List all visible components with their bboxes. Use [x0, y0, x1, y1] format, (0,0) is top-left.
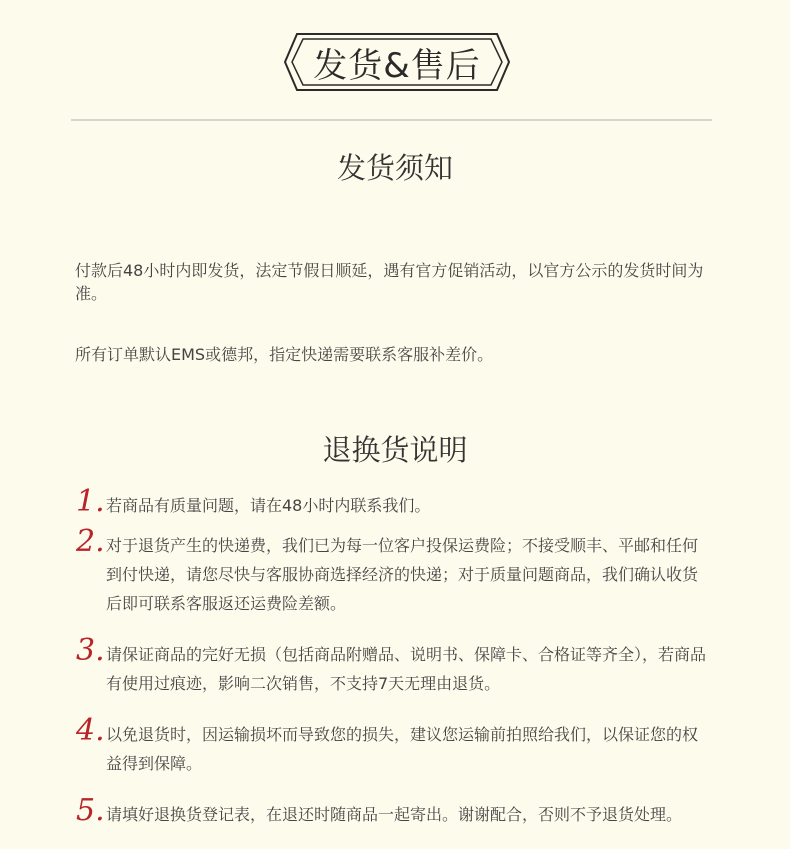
shipping-paragraph: 付款后48小时内即发货，法定节假日顺延，遇有官方促销活动，以官方公示的发货时间为准。 — [75, 261, 704, 303]
item-text: 若商品有质量问题，请在48小时内联系我们。 — [106, 496, 431, 515]
shipping-paragraph: 所有订单默认EMS或德邦，指定快递需要联系客服补差价。 — [75, 345, 494, 364]
item-number: 5. — [76, 793, 105, 828]
item-text: 以免退货时，因运输损坏而导致您的损失，建议您运输前拍照给我们，以保证您的权益得到保障。 — [106, 725, 699, 773]
item-text: 请填好退换货登记表，在退还时随商品一起寄出。谢谢配合，否则不予退货处理。 — [106, 805, 683, 824]
shipping-heading: 发货须知 — [336, 151, 453, 185]
item-text: 对于退货产生的快递费，我们已为每一位客户投保运费险；不接受顺丰、平邮和任何到付快递，请您尽快与客服协商选择经济的快递；对于质量问题商品，我们确认收货后即可联系客服返还运费险差额。 — [106, 536, 699, 613]
item-number: 1. — [76, 484, 105, 519]
item-number: 3. — [76, 633, 105, 668]
section-banner — [283, 32, 511, 92]
returns-heading: 退换货说明 — [322, 433, 468, 467]
item-text: 请保证商品的完好无损（包括商品附赠品、说明书、保障卡、合格证等齐全），若商品有使用过痕迹，影响二次销售，不支持7天无理由退货。 — [106, 645, 707, 693]
divider — [71, 119, 712, 121]
item-number: 4. — [76, 713, 105, 748]
item-number: 2. — [76, 524, 105, 559]
banner-title: 发货&售后 — [313, 45, 481, 86]
